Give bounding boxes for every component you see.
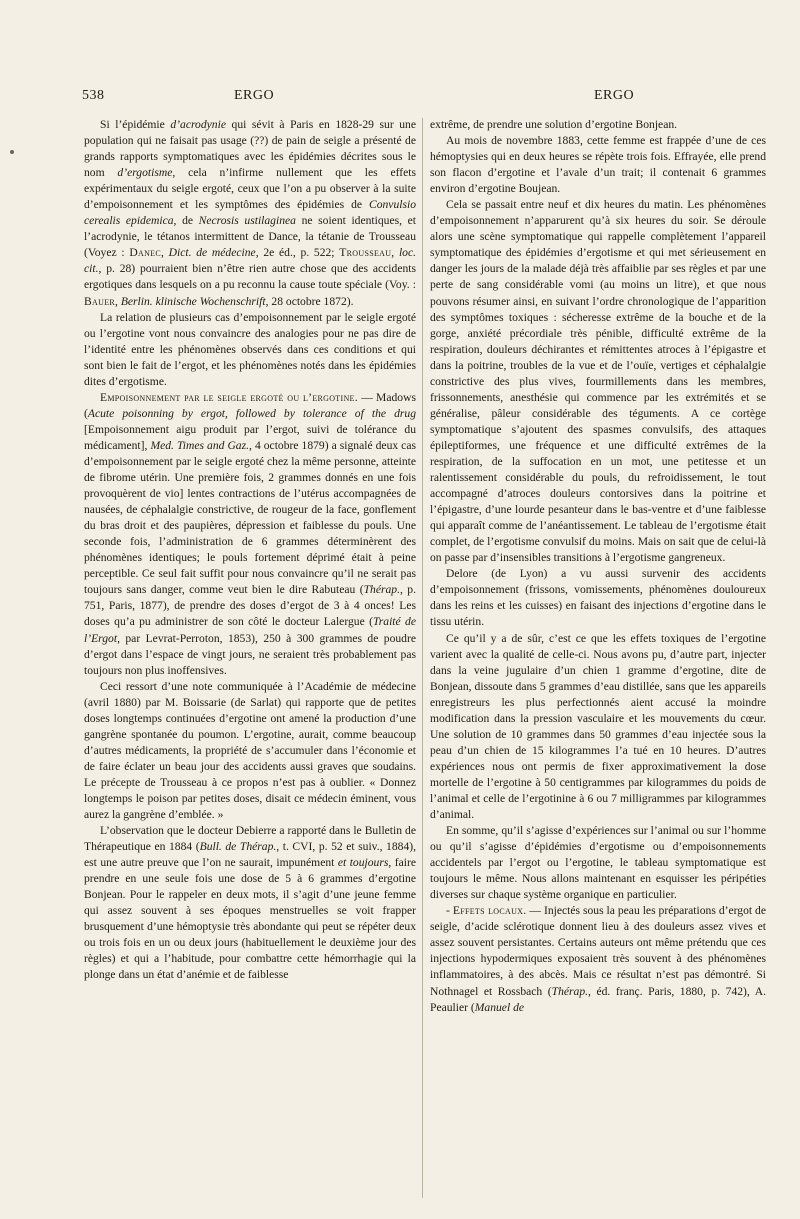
text-run: , p. 28) pourraient bien n’être rien autre chose que des accidents ergotiques dans lesquels on a pu reconnu la cause toute spéciale (Voy. :	[84, 262, 416, 292]
italic-text: Dict. de médecine	[168, 246, 256, 260]
text-run: [Empoisonnement aigu produit par l’ergot, suivi de tolérance du médicament],	[84, 422, 416, 452]
page-number: 538	[82, 88, 105, 103]
italic-text: Thérap.	[551, 984, 589, 998]
right-column-paragraph	[430, 823, 766, 903]
right-column-paragraph	[430, 631, 766, 824]
text-run: , p. 751, Paris, 1877), de prendre des doses d’ergot de 3 à 4 onces! Les doses qu’a pu administrer de son côté le docteur Lalergue (	[84, 583, 416, 629]
italic-text: Bull. de Thérap.	[199, 840, 277, 854]
italic-text: Necrosis ustilaginea	[198, 214, 296, 228]
left-column-paragraph	[84, 310, 416, 390]
text-run: Ceci ressort d’une note communiquée à l’Académie de médecine (avril 1880) par M. Boissarie (de Sarlat) qui rapporte que de petites doses longtemps continuées d’ergotine ont amené la production d’une gangrène spontanée du poumon. L’ergotine, aurait, comme beaucoup d’autres médicaments, la propriété de s’accumuler dans l’économie et de faire éclater un beau jour des accidents aussi graves que soudains. Le précepte de Trousseau à ce propos n’est pas à oublier. « Donnez longtemps le poison par petites doses, disait ce médecin éminent, vous aurez la gangrène d’emblée. »	[84, 679, 416, 822]
text-run: ,	[391, 246, 399, 260]
text-run: L’observation que le docteur Debierre a rapporté dans le Bulletin de Thérapeutique en 1884 (	[84, 824, 416, 854]
text-run: — Madows (	[84, 390, 416, 420]
italic-text: Manuel de	[474, 1000, 525, 1014]
text-run: Cela se passait entre neuf et dix heures du matin. Les phénomènes d’empoisonnement n’apparurent qu’à six heures du soir. Se déroule alors une scène symptomatique qui rappelle complètement l’appareil symptomatique des épidémies d’ergotisme et qui met sérieusement en danger les jours de la malade déjà très affaiblie par ses règles et par une perte de sang considérable vomi (au moins un litre), et que nous pouvons résumer ainsi, en suivant l’ordre chronologique de l’apparition des symptômes toxiques : sécheresse extrême de la bouche et de la gorge, anxiété précordiale très pénible, difficulté extrême de la respiration, douleurs déchirantes et rémittentes atroces à l’épigastre et dans la poitrine, troubles de la vue et de l’ouïe, vertiges et céphalalgie constrictive des plus vives, fourmillements dans les membres, frissonnements, anesthésie qui commence par les extrémités et se généralise, pâleur considérable des téguments. A ce cortège symptomatique s’ajoutent des spasmes convulsifs, des attaques épileptiformes, une fréquence et une difficulté extrêmes de la respiration, de la suffocation en un mot, une petitesse et un ralentissement considérable du pouls, du refroidissement, le tout accompagné d’atroces douleurs contorsives dans la poitrine et l’épigastre, d’une lourde pesanteur dans le bas-ventre et d’une faiblesse qui apparaît comme de l’anéantissement. Le tableau de l’ergotisme était complet, de l’ergotisme convulsif du moins. Mais on sait que de celui-là on passe par d’insensibles transitions à l’ergotisme gangreneux.	[430, 198, 766, 565]
left-column-paragraph	[84, 117, 416, 310]
small-caps-text: Bauer	[84, 294, 116, 308]
italic-text: loc. cit.	[84, 246, 416, 276]
text-run: ne soient identiques, et l’acrodynie, le tétanos intermittent de Dance, la tétanie de Trousseau (Voyez :	[84, 214, 416, 260]
text-run: ,	[160, 246, 169, 260]
text-run: , éd. franç. Paris, 1880, p. 742), A. Peaulier (	[430, 984, 766, 1014]
text-run: ,	[115, 294, 121, 308]
running-header	[82, 88, 752, 110]
right-column-paragraph	[430, 117, 766, 133]
text-run: , par Levrat-Perroton, 1853), 250 à 300 grammes de poudre d’ergot dans l’espace de vingt jours, ne seraient très probablement pas toujours non plus inoffensives.	[84, 631, 416, 677]
text-run: Au mois de novembre 1883, cette femme est frappée d’une de ces hémoptysies qui en deux heures se répète trois fois. Effrayée, elle prend son flacon d’ergotine et l’avale d’un trait; il contenait 6 grammes environ d’ergotine Boujean.	[430, 134, 766, 196]
italic-text: d’acrodynie	[170, 118, 226, 131]
italic-text: Med. Times and Gaz.	[150, 438, 250, 452]
italic-text: Berlin. klinische Wochenschrift	[120, 294, 266, 308]
text-run: Si l’épidémie	[100, 118, 171, 131]
left-column-paragraph	[84, 390, 416, 679]
text-run: qui sévit à Paris en 1828-29 sur une population qui ne faisait pas usage (??) de pain de seigle a présenté de grands rapports symptomatiques avec les épidémies décrites sous le nom	[84, 118, 416, 180]
column-divider	[422, 118, 423, 1198]
italic-text: Convulsio cerealis epidemica	[84, 198, 416, 228]
right-column-paragraph	[430, 197, 766, 566]
text-run: — Injectés sous la peau les préparations d’ergot de seigle, d’acide sclérotique donnent lieu à des douleurs assez vives et assez souvent persistantes. Certains auteurs ont même prétendu que ces injections hypodermiques exposaient très souvent à des phénomènes inflammatoires, à des abcès. Mais ce résultat n’est pas démontré. Si Nothnagel et Rossbach (	[430, 904, 766, 998]
italic-text: Traité de l’Ergot	[84, 615, 416, 645]
italic-text: d’ergotisme	[117, 166, 173, 180]
small-caps-text: Empoisonnement par le seigle ergoté ou l’ergotine.	[100, 390, 358, 404]
text-run: Delore (de Lyon) a vu aussi survenir des accidents d’empoisonnement (frissons, vomissements, phénomènes douloureux dans les reins et les cuisses) en faisant des injections d’ergotine dans le tissu utérin.	[430, 567, 766, 629]
text-run: La relation de plusieurs cas d’empoisonnement par le seigle ergoté ou l’ergotine vont nous convaincre des analogies pour ne pas dire de l’identité entre les phénomènes observés dans ces conditions et qui sont bien le fait de l’ergot, et les phénomènes notés dans les épidémies dites d’ergotisme.	[84, 310, 416, 388]
text-run: , t. CVI, p. 52 et suiv., 1884), est une autre preuve que l’on ne saurait, impunément	[84, 840, 416, 870]
right-column-paragraph	[430, 903, 766, 1015]
left-text-column	[84, 117, 416, 1197]
right-running-title: ERGO	[594, 88, 635, 103]
text-run: -	[446, 904, 453, 918]
text-run: , cela n’infirme nullement que les effets expérimentaux du seigle ergoté, ceux que l’on a pu observer à la suite d’empoisonnement et les symptômes des épidémies de	[84, 166, 416, 212]
italic-text: et toujours	[337, 856, 389, 870]
left-column-paragraph	[84, 823, 416, 983]
left-running-title: ERGO	[234, 88, 275, 103]
right-column-paragraph	[430, 566, 766, 630]
text-run: Ce qu’il y a de sûr, c’est ce que les effets toxiques de l’ergotine varient avec la qualité de celle-ci. Nous avons pu, d’autre part, injecter dans la veine jugulaire d’un chien 1 gramme d’ergotine, dite de Bonjean, dissoute dans 5 grammes d’eau distillée, sans que les appareils enregistreurs les plus perfectionnés aient accusé la moindre modification dans la pression vasculaire et les mouvements du cœur. Une solution de 10 grammes dans 50 grammes d’eau injectée sous la peau d’un chien de 15 kilogrammes l’a tué en 10 heures. D’autres expériences nous ont permis de fixer approximativement la dose mortelle de l’ergotine à 50 centigrammes par kilogrammes du poids de l’animal et celle de l’ergotinine à 6 ou 7 milligrammes par kilogrammes d’animal.	[430, 631, 766, 822]
text-run: extrême, de prendre une solution d’ergotine Bonjean.	[430, 118, 678, 131]
text-run: , faire prendre en une seule fois une dose de 5 à 6 grammes d’ergotine Bonjean. Pour le rappeler en deux mots, il s’agit d’une jeune femme qui assez souvent à ses époques menstruelles se voit frapper brusquement d’une hémoptysie très abondante qui peut se répéter deux ou trois fois en un ou deux jours (habituellement le deuxième jour des règles) et qui a l’habitude, pour combattre cette hémorrhagie qui la plonge dans un état d’anémie et de faiblesse	[84, 856, 416, 982]
italic-text: Acute poisonning by ergot, followed by tolerance of the drug	[87, 406, 416, 420]
margin-dot	[10, 150, 14, 154]
italic-text: Thérap.	[363, 583, 400, 597]
small-caps-text: Danec	[129, 246, 161, 260]
text-run: , 28 octobre 1872).	[265, 294, 354, 308]
left-column-paragraph	[84, 679, 416, 823]
text-run: , 2e éd., p. 522;	[255, 246, 340, 260]
text-run: En somme, qu’il s’agisse d’expériences sur l’animal ou sur l’homme ou qu’il s’agisse d’épidémies d’ergotisme ou d’empoisonnements accidentels par l’ergot ou l’ergotine, le tableau symptomatique est toujours le même. Nous allons maintenant en esquisser les péripéties diverses sur chaque système organique en particulier.	[430, 824, 766, 902]
right-column-paragraph	[430, 133, 766, 197]
text-run: , de	[173, 214, 199, 228]
small-caps-text: Trousseau	[339, 246, 392, 260]
right-text-column	[430, 117, 766, 1197]
small-caps-text: Effets locaux.	[452, 904, 527, 918]
text-run: , 4 octobre 1879) a signalé deux cas d’empoisonnement par le seigle ergoté chez la même personne, atteinte de fibrome utérin. Une première fois, 2 grammes donnés en une fois provoquèrent de vio] lentes contractions de l’utérus accompagnées de nausées, de céphalalgie constrictive, de rougeur de la face, gonflement du bras droit et des paupières, dépression et faiblesse du pouls. Une seconde fois, l’administration de 6 grammes déterminèrent des phénomènes identiques; le pouls fortement déprimé était à peine perceptible. Ce seul fait suffit pour nous convaincre qu’il ne serait pas toujours sans danger, comme veut bien le dire Rabuteau (	[84, 438, 416, 597]
